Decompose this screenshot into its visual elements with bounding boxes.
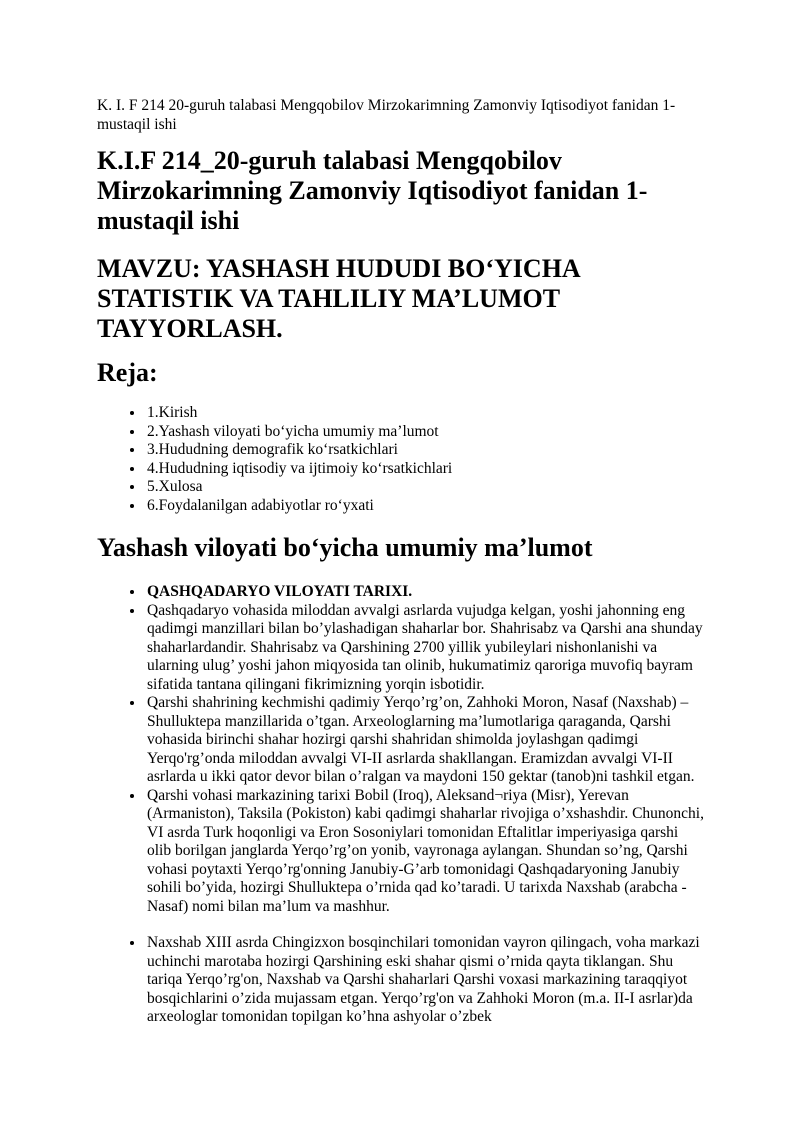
region-history-heading: • QASHQADARYO VILOYATI TARIXI. — [145, 583, 704, 602]
content-paragraph: • Qarshi shahrining kechmishi qadimiy Yerqo’rg’on, Zahhoki Moron, Nasaf (Naxshab) – Shulluktepa manzillarida o’tgan. Arxeologlarning ma’lumotlariga qaraganda, Qarshi vohasida birinchi shahar hozirgi qarshi shahridan shimolda joylashgan qadimgi Yerqo'rg’onda miloddan avvalgi VI-II asrlarda shakllangan. Eramizdan avvalgi VI-II asrlarda u ikki qator devor bilan o’ralgan va maydoni 150 gektar (tanob)ni tashkil etgan. — [145, 694, 704, 787]
content-paragraph: • Qarshi vohasi markazining tarixi Bobil (Iroq), Aleksand¬riya (Misr), Yerevan (Armaniston), Taksila (Pokiston) kabi qadimgi shaharlar rivojiga o’xshashdir. Chunonchi, VI asrda Turk hoqonligi va Eron Sosoniylari tomonidan Eftalitlar imperiyasiga qarshi olib borilgan janglarda Yerqo’rg’on yonib, vayronaga aylangan. Shundan so’ng, Qarshi vohasi poytaxti Yerqo’rg'onning Janubiy-G’arb tomonidagi Qashqadaryoning Janubiy sohili bo’yida, hozirgi Shulluktepa o’rnida qad ko’taradi. U tarixda Naxshab (arabcha - Nasaf) nomi bilan ma’lum va mashhur. — [145, 787, 704, 917]
plan-item: • 5.Xulosa — [145, 478, 704, 497]
plan-heading: Reja: — [97, 358, 158, 387]
plan-item: • 6.Foydalanilgan adabiyotlar ro‘yxati — [145, 497, 704, 516]
content-paragraph: • Naxshab XIII asrda Chingizxon bosqinchilari tomonidan vayron qilingach, voha markazi uchinchi marotaba hozirgi Qarshining eski shahar qismi o’rnida qayta tiklangan. Shu tariqa Yerqo’rg'on, Naxshab va Qarshi shaharlari Qarshi voxasi markazining taraqqiyot bosqichlarini o’zida mujassam etgan. Yerqo’rg'on va Zahhoki Moron (m.a. II-I asrlar)da arxeologlar tomonidan topilgan ko’hna ashyolar o’zbek — [145, 934, 704, 1027]
document-header-text: K. I. F 214 20-guruh talabasi Mengqobilov Mirzokarimning Zamonviy Iqtisodiyot fanidan 1-mustaqil ishi — [97, 97, 676, 133]
section-heading: Yashash viloyati bo‘yicha umumiy ma’lumot — [97, 533, 593, 562]
plan-item: • 2.Yashash viloyati bo‘yicha umumiy ma’lumot — [145, 423, 704, 442]
content-list — [97, 583, 704, 1027]
plan-item: • 3.Hududning demografik ko‘rsatkichlari — [145, 441, 704, 460]
content-paragraph: • Qashqadaryo vohasida miloddan avvalgi asrlarda vujudga kelgan, yoshi jahonning eng qadimgi manzillari bilan bo’ylashadigan shaharlar bor. Shahrisabz va Qarshi ana shunday shaharlardandir. Shahrisabz va Qarshining 2700 yillik yubileylari nishonlanishi va ularning ulug’ yoshi jahon miqyosida tan olinib, hukumatimiz qaroriga muvofiq bayram sifatida tantana qilingani fikrimizning yorqin isbotidir. — [145, 602, 704, 695]
plan-list — [97, 404, 704, 515]
plan-item: • 1.Kirish — [145, 404, 704, 423]
document-title: K.I.F 214_20-guruh talabasi Mengqobilov Mirzokarimning Zamonviy Iqtisodiyot fanidan 1-mustaqil ishi — [97, 146, 648, 235]
plan-item: • 4.Hududning iqtisodiy va ijtimoiy ko‘rsatkichlari — [145, 460, 704, 479]
topic-heading: MAVZU: YASHASH HUDUDI BO‘YICHA STATISTIK VA TAHLILIY MA’LUMOT TAYYORLASH. — [97, 254, 580, 343]
